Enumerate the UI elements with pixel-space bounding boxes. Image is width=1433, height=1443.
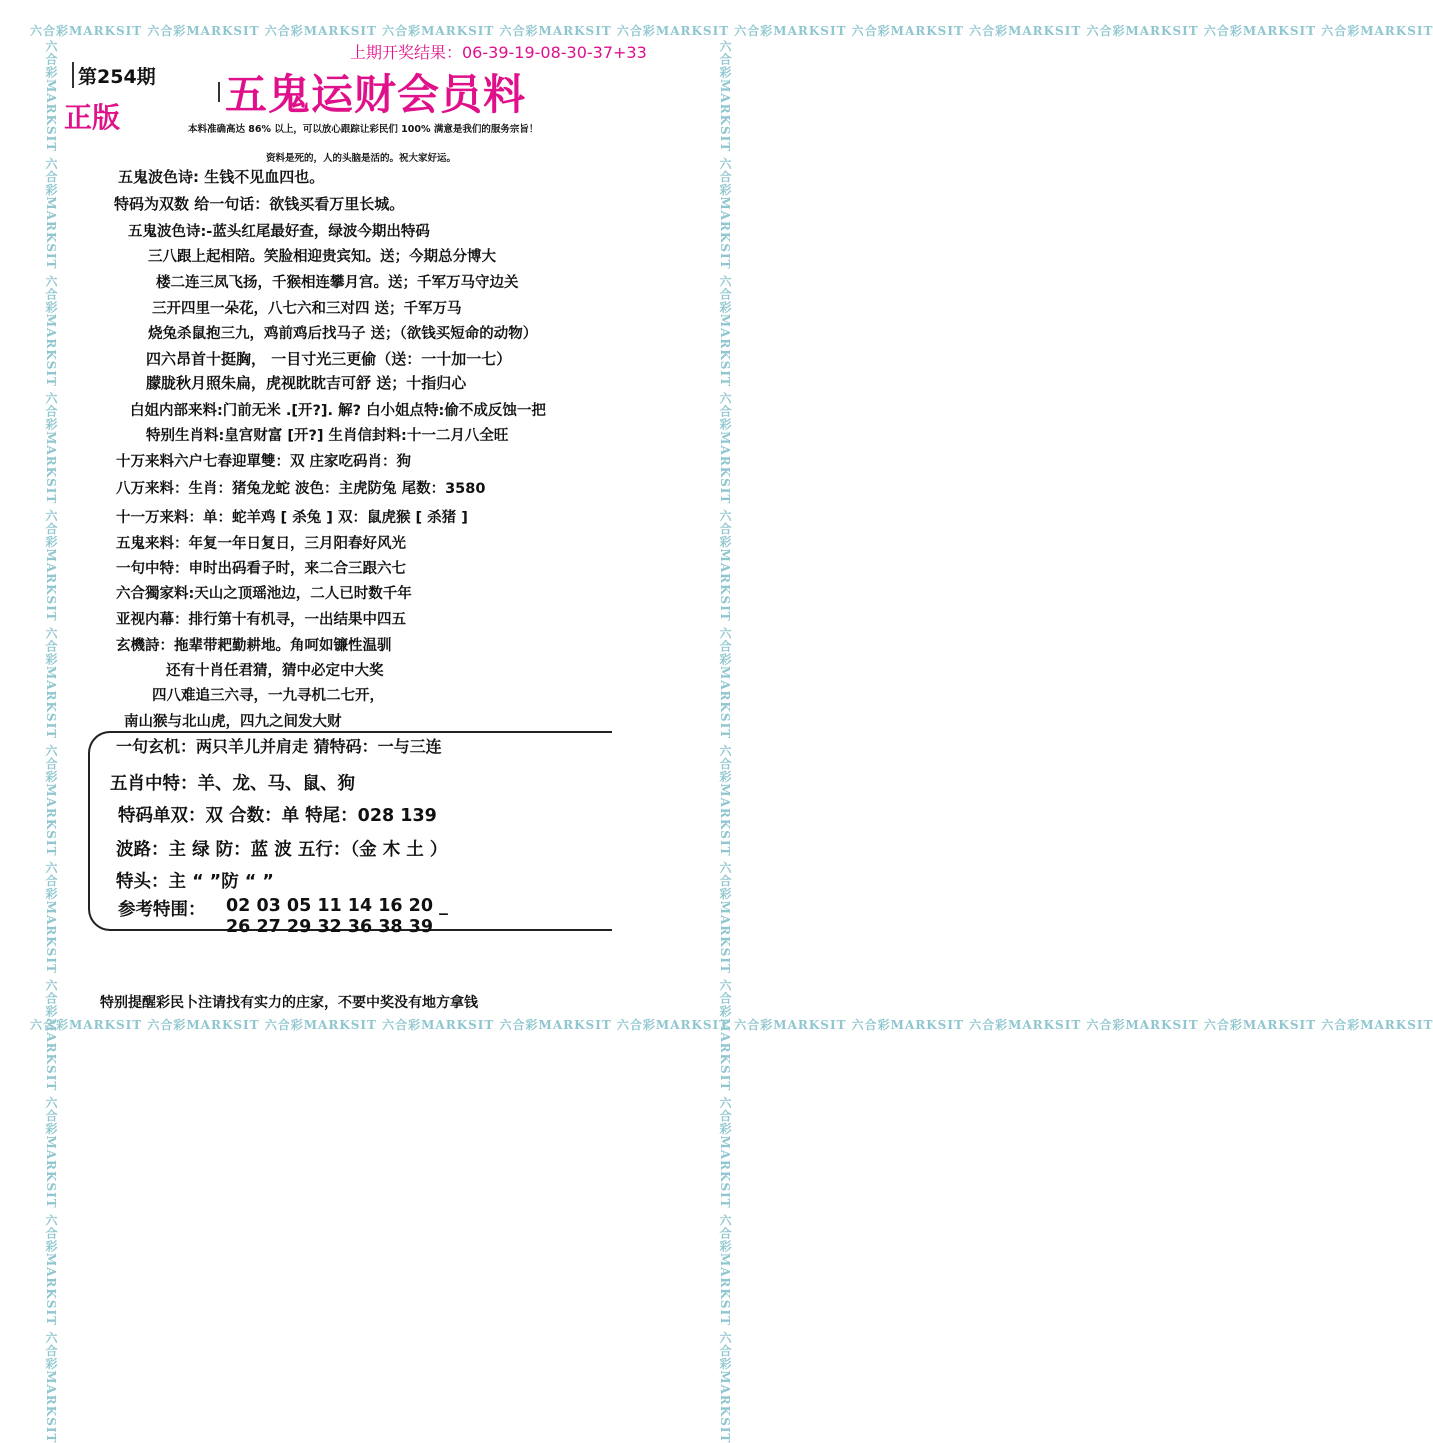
footer-notice: 特别提醒彩民卜注请找有实力的庄家，不要中奖没有地方拿钱 <box>100 995 478 1011</box>
page-title: 五鬼运财会员料 <box>225 70 527 119</box>
issue-divider <box>72 62 74 88</box>
wave-line: 波路：主 绿 防：蓝 波 五行：（金 木 土 ） <box>116 840 448 860</box>
issue-number: 第254期 <box>78 66 156 88</box>
content-line: 还有十肖任君猜，猜中必定中大奖 <box>166 663 384 679</box>
content-line: 三八跟上起相陪。笑脸相迎贵宾知。送；今期总分博大 <box>148 249 496 265</box>
watermark-border-top: 六合彩MARKSIT 六合彩MARKSIT 六合彩MARKSIT 六合彩MARKSIT 六合彩MARKSIT 六合彩MARKSIT 六合彩MARKSIT 六合彩MARKSIT 六合彩MARKSIT 六合彩MARKSIT 六合彩MARKSIT 六合彩MARKSIT <box>30 24 1433 38</box>
reference-numbers-row-1: 02 03 05 11 14 16 20 _ <box>226 896 448 916</box>
odd-even-line: 特码单双：双 合数：单 特尾：028 139 <box>118 806 437 826</box>
watermark-border-left: 六合彩MARKSIT 六合彩MARKSIT 六合彩MARKSIT 六合彩MARKSIT 六合彩MARKSIT 六合彩MARKSIT 六合彩MARKSIT 六合彩MARKSIT 六合彩MARKSIT 六合彩MARKSIT 六合彩MARKSIT 六合彩MARKSIT <box>44 40 58 1443</box>
watermark-border-right: 六合彩MARKSIT 六合彩MARKSIT 六合彩MARKSIT 六合彩MARKSIT 六合彩MARKSIT 六合彩MARKSIT 六合彩MARKSIT 六合彩MARKSIT 六合彩MARKSIT 六合彩MARKSIT 六合彩MARKSIT 六合彩MARKSIT <box>718 40 732 1443</box>
head-line: 特头：主 “ ”防 “ ” <box>116 872 274 892</box>
title-divider <box>218 82 220 102</box>
reference-label: 参考特围： <box>118 900 206 920</box>
content-line: 十万来料六户七春迎單雙：双 庄家吃码肖：狗 <box>116 454 412 470</box>
content-line: 五鬼波色诗: 生钱不见血四也。 <box>118 168 325 186</box>
content-line: 烧兔杀鼠抱三九，鸡前鸡后找马子 送；（欲钱买短命的动物） <box>148 326 538 342</box>
content-line: 玄機詩：拖辈带耙勤耕地。角呵如镰性温驯 <box>116 638 392 654</box>
watermark-border-bottom: 六合彩MARKSIT 六合彩MARKSIT 六合彩MARKSIT 六合彩MARKSIT 六合彩MARKSIT 六合彩MARKSIT 六合彩MARKSIT 六合彩MARKSIT 六合彩MARKSIT 六合彩MARKSIT 六合彩MARKSIT 六合彩MARKSIT <box>30 1018 1433 1032</box>
content-line: 白姐内部来料:门前无米 .[开?]. 解? 白小姐点特:偷不成反蚀一把 <box>130 403 546 419</box>
last-draw-result: 上期开奖结果：06-39-19-08-30-37+33 <box>350 43 647 62</box>
content-line: 楼二连三凤飞扬，千猴相连攀月宫。送；千军万马守边关 <box>156 275 519 291</box>
content-line: 十一万来料：单：蛇羊鸡 [ 杀兔 ] 双：鼠虎猴 [ 杀猪 ] <box>116 510 468 526</box>
content-line: 朦胧秋月照朱扁，虎视眈眈吉可舒 送；十指归心 <box>146 374 467 392</box>
content-line: 亚视内幕：排行第十有机寻，一出结果中四五 <box>116 612 406 628</box>
content-line: 六合獨家料:天山之顶瑶池边，二人已时数千年 <box>116 586 412 602</box>
five-zodiac-line: 五肖中特：羊、龙、马、鼠、狗 <box>110 774 355 794</box>
content-line: 三开四里一朵花，八七六和三对四 送；千军万马 <box>152 301 462 317</box>
reference-numbers-row-2: 26 27 29 32 36 38 39 <box>226 917 434 937</box>
slogan-line-1: 本料准确高达 86% 以上，可以放心跟踪让彩民们 100% 满意是我们的服务宗旨！ <box>188 124 539 135</box>
content-line: 四八难追三六寻，一九寻机二七开， <box>152 688 384 704</box>
content-line: 特码为双数 给一句话：欲钱买看万里长城。 <box>114 195 405 213</box>
content-line: 四六昂首十挺胸， 一目寸光三更偷（送：一十加一七） <box>146 350 512 368</box>
content-line: 五鬼波色诗:-蓝头红尾最好查，绿波今期出特码 <box>128 224 430 240</box>
slogan-line-2: 资料是死的，人的头脑是活的。祝大家好运。 <box>266 153 457 164</box>
edition-label: 正版 <box>64 101 121 134</box>
content-line: 一句中特：申时出码看子时，来二合三跟六七 <box>116 561 406 577</box>
content-line: 八万来料：生肖：猪兔龙蛇 波色：主虎防兔 尾数：3580 <box>116 481 486 497</box>
content-line: 五鬼来料：年复一年日复日，三月阳春好风光 <box>116 536 406 552</box>
content-line: 特别生肖料:皇宫财富 [开?] 生肖信封料:十一二月八全旺 <box>146 428 509 444</box>
riddle-line: 一句玄机：两只羊儿并肩走 猜特码：一与三连 <box>116 737 442 756</box>
content-line: 南山猴与北山虎，四九之间发大财 <box>124 714 342 730</box>
